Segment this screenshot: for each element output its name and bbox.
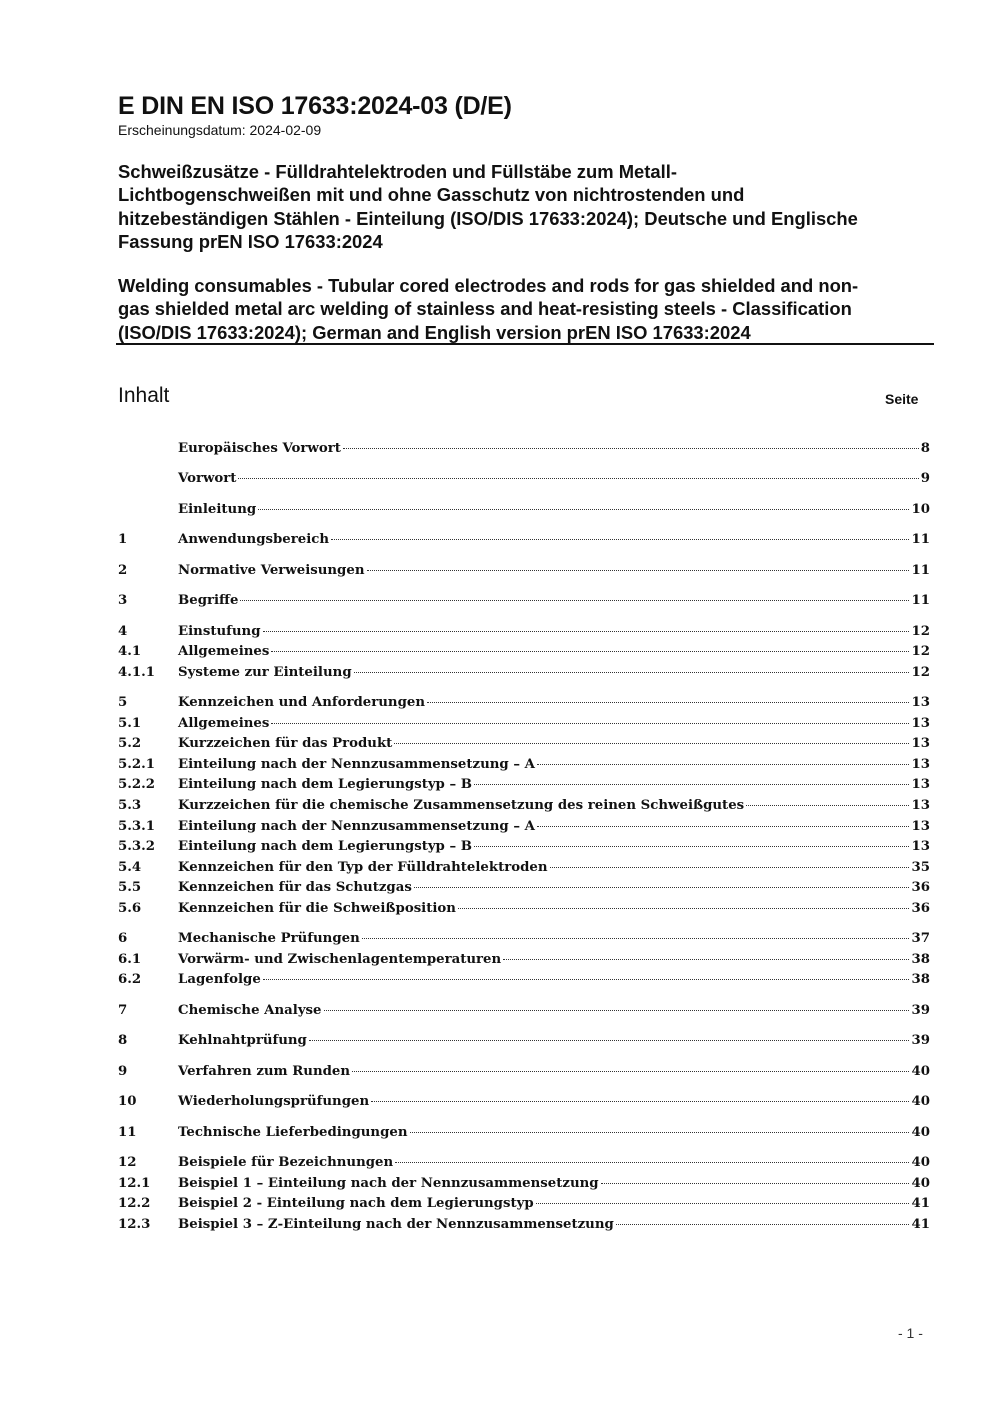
toc-entry-title: Kurzzeichen für die chemische Zusammensetzung des reinen Schweißgutes [178,798,745,813]
toc-entry-number: 4.1.1 [118,665,156,680]
toc-entry[interactable] [118,880,930,900]
toc-entry-title: Anwendungsbereich [178,532,330,547]
toc-dot-leader [271,723,909,724]
toc-entry[interactable] [118,757,930,777]
toc-entry-page: 38 [911,972,930,987]
toc-entry-title: Systeme zur Einteilung [178,665,352,680]
toc-entry-page: 41 [911,1217,930,1232]
title-german: Schweißzusätze - Fülldrahtelektroden und Füllstäbe zum Metall- Lichtbogenschweißen mit und ohne Gasschutz von nichtrostenden und hitzebeständigen Stählen - Einteilung (ISO/DIS 17633:2024); Deutsche und Englische Fassung prEN ISO 17633:2024 [118,161,858,253]
toc-entry-number: 5.3 [118,798,142,813]
toc-entry-title: Kennzeichen für die Schweißposition [178,901,456,916]
toc-entry[interactable] [118,665,930,685]
toc-entry[interactable] [118,471,930,491]
toc-entry-page: 11 [911,563,930,578]
toc-entry-title: Einteilung nach dem Legierungstyp – B [178,777,473,792]
toc-dot-leader [474,784,909,785]
toc-dot-leader [258,509,909,510]
toc-dot-leader [352,1071,909,1072]
toc-entry[interactable] [118,563,930,583]
toc-entry-title: Allgemeines [178,716,270,731]
toc-entry[interactable] [118,952,930,972]
toc-entry-title: Normative Verweisungen [178,563,365,578]
toc-dot-leader [263,631,910,632]
toc-entry-number: 12 [118,1155,137,1170]
toc-entry-page: 13 [911,736,930,751]
toc-entry[interactable] [118,736,930,756]
footer-page-number: - 1 - [898,1325,923,1341]
toc-entry-title: Einleitung [178,502,257,517]
toc-entry[interactable] [118,716,930,736]
title-divider [116,343,934,345]
toc-entry-number: 8 [118,1033,128,1048]
toc-entry[interactable] [118,1217,930,1237]
toc-entry[interactable] [118,695,930,715]
toc-entry[interactable] [118,1064,930,1084]
toc-entry-page: 38 [911,952,930,967]
toc-entry-title: Einteilung nach dem Legierungstyp – B [178,839,473,854]
standard-number: E DIN EN ISO 17633:2024-03 (D/E) [118,92,512,120]
toc-entry-number: 7 [118,1003,128,1018]
toc-entry-title: Beispiel 3 – Z-Einteilung nach der Nennzusammensetzung [178,1217,614,1232]
toc-entry-title: Kehlnahtprüfung [178,1033,307,1048]
toc-entry-number: 5.6 [118,901,142,916]
toc-entry[interactable] [118,1094,930,1114]
toc-dot-leader [362,938,910,939]
toc-dot-leader [263,979,910,980]
toc-entry-title: Einteilung nach der Nennzusammensetzung – A [178,757,535,772]
toc-entry-page: 40 [911,1155,930,1170]
toc-entry[interactable] [118,593,930,613]
toc-entry[interactable] [118,1125,930,1145]
toc-dot-leader [324,1010,910,1011]
toc-entry-title: Beispiele für Bezeichnungen [178,1155,394,1170]
toc-dot-leader [427,702,909,703]
toc-entry-title: Verfahren zum Runden [178,1064,351,1079]
toc-page-column-label: Seite [885,391,919,407]
toc-entry-page: 12 [911,624,930,639]
toc-entry-page: 12 [911,665,930,680]
toc-dot-leader [746,805,909,806]
toc-entry-page: 37 [911,931,930,946]
toc-dot-leader [537,764,910,765]
toc-entry[interactable] [118,1033,930,1053]
toc-entry-number: 5.2.1 [118,757,156,772]
toc-entry-number: 4 [118,624,128,639]
toc-entry[interactable] [118,972,930,992]
toc-entry-number: 5.1 [118,716,142,731]
toc-entry[interactable] [118,931,930,951]
toc-entry-page: 13 [911,798,930,813]
toc-entry-page: 13 [911,839,930,854]
toc-dot-leader [238,478,918,479]
toc-entry-title: Beispiel 2 - Einteilung nach dem Legierungstyp [178,1196,534,1211]
toc-entry[interactable] [118,1003,930,1023]
toc-entry[interactable] [118,624,930,644]
toc-entry-page: 41 [911,1196,930,1211]
toc-dot-leader [414,887,910,888]
toc-entry-number: 1 [118,532,128,547]
toc-dot-leader [474,846,909,847]
toc-entry-number: 5.2.2 [118,777,156,792]
toc-dot-leader [601,1183,910,1184]
toc-entry-page: 13 [911,716,930,731]
toc-entry-page: 8 [920,441,930,456]
toc-entry-number: 5 [118,695,128,710]
toc-dot-leader [271,651,909,652]
toc-entry-page: 36 [911,901,930,916]
toc-entry[interactable] [118,1155,930,1175]
toc-entry-number: 12.1 [118,1176,151,1191]
toc-entry-title: Vorwärm- und Zwischenlagentemperaturen [178,952,502,967]
toc-entry-page: 12 [911,644,930,659]
toc-entry-page: 13 [911,757,930,772]
toc-entry-page: 36 [911,880,930,895]
toc-entry[interactable] [118,1196,930,1216]
toc-dot-leader [410,1132,910,1133]
toc-entry-number: 5.5 [118,880,142,895]
toc-entry-number: 5.3.1 [118,819,156,834]
toc-entry-title: Einteilung nach der Nennzusammensetzung – A [178,819,535,834]
toc-entry-title: Kurzzeichen für das Produkt [178,736,393,751]
toc-dot-leader [536,1203,910,1204]
toc-entry-number: 11 [118,1125,137,1140]
toc-dot-leader [367,570,910,571]
toc-entry-page: 35 [911,860,930,875]
toc-dot-leader [343,448,919,449]
toc-entry-number: 4.1 [118,644,142,659]
toc-entry-number: 9 [118,1064,128,1079]
toc-entry-title: Lagenfolge [178,972,261,987]
toc-entry-number: 12.2 [118,1196,151,1211]
toc-dot-leader [371,1101,909,1102]
publication-date: Erscheinungsdatum: 2024-02-09 [118,122,322,138]
toc-dot-leader [458,908,910,909]
toc-entry-title: Technische Lieferbedingungen [178,1125,408,1140]
toc-entry[interactable] [118,798,930,818]
toc-entry-number: 5.4 [118,860,142,875]
toc-entry-title: Kennzeichen und Anforderungen [178,695,426,710]
toc-entry-page: 13 [911,819,930,834]
toc-entry-number: 2 [118,563,128,578]
toc-entry[interactable] [118,839,930,859]
toc-dot-leader [240,600,909,601]
toc-dot-leader [309,1040,910,1041]
toc-entry-title: Einstufung [178,624,261,639]
toc-entry-page: 40 [911,1064,930,1079]
toc-entry-title: Mechanische Prüfungen [178,931,360,946]
toc-entry-page: 13 [911,695,930,710]
toc-entry-page: 9 [920,471,930,486]
toc-entry-title: Allgemeines [178,644,270,659]
toc-dot-leader [394,743,909,744]
toc-entry-number: 10 [118,1094,137,1109]
toc-dot-leader [503,959,909,960]
toc-entry-page: 40 [911,1176,930,1191]
toc-entry-title: Chemische Analyse [178,1003,322,1018]
toc-entry-page: 40 [911,1125,930,1140]
toc-entry-title: Vorwort [178,471,237,486]
toc-entry[interactable] [118,441,930,461]
toc-heading: Inhalt [118,384,170,407]
toc-entry-title: Begriffe [178,593,239,608]
toc-entry-number: 12.3 [118,1217,151,1232]
toc-entry-number: 6.2 [118,972,142,987]
toc-entry-title: Beispiel 1 – Einteilung nach der Nennzusammensetzung [178,1176,599,1191]
toc-entry[interactable] [118,819,930,839]
toc-dot-leader [550,867,910,868]
toc-entry[interactable] [118,644,930,664]
toc-entry[interactable] [118,502,930,522]
toc-entry-number: 3 [118,593,128,608]
toc-entry[interactable] [118,1176,930,1196]
toc-dot-leader [354,672,910,673]
toc-dot-leader [537,826,910,827]
toc-entry[interactable] [118,532,930,552]
toc-entry[interactable] [118,901,930,921]
toc-dot-leader [331,539,909,540]
toc-entry-page: 39 [911,1003,930,1018]
toc-entry-number: 6.1 [118,952,142,967]
toc-entry-page: 11 [911,593,930,608]
toc-entry[interactable] [118,860,930,880]
title-english: Welding consumables - Tubular cored electrodes and rods for gas shielded and non- gas shielded metal arc welding of stainless and heat-resisting steels - Classification (ISO/DIS 17633:2024); German and English version prEN ISO 17633:2024 [118,275,859,343]
toc-entry-title: Wiederholungsprüfungen [178,1094,370,1109]
toc-entry-number: 5.3.2 [118,839,156,854]
toc-entry-page: 13 [911,777,930,792]
toc-entry[interactable] [118,777,930,797]
toc-entry-page: 39 [911,1033,930,1048]
toc-entry-page: 40 [911,1094,930,1109]
toc-dot-leader [395,1162,909,1163]
toc-entry-title: Kennzeichen für das Schutzgas [178,880,412,895]
toc-dot-leader [616,1224,910,1225]
toc-entry-page: 11 [911,532,930,547]
toc-entry-page: 10 [911,502,930,517]
toc-entry-number: 6 [118,931,128,946]
toc-entry-title: Kennzeichen für den Typ der Fülldrahtelektroden [178,860,548,875]
toc-entry-number: 5.2 [118,736,142,751]
toc-entry-title: Europäisches Vorwort [178,441,341,456]
